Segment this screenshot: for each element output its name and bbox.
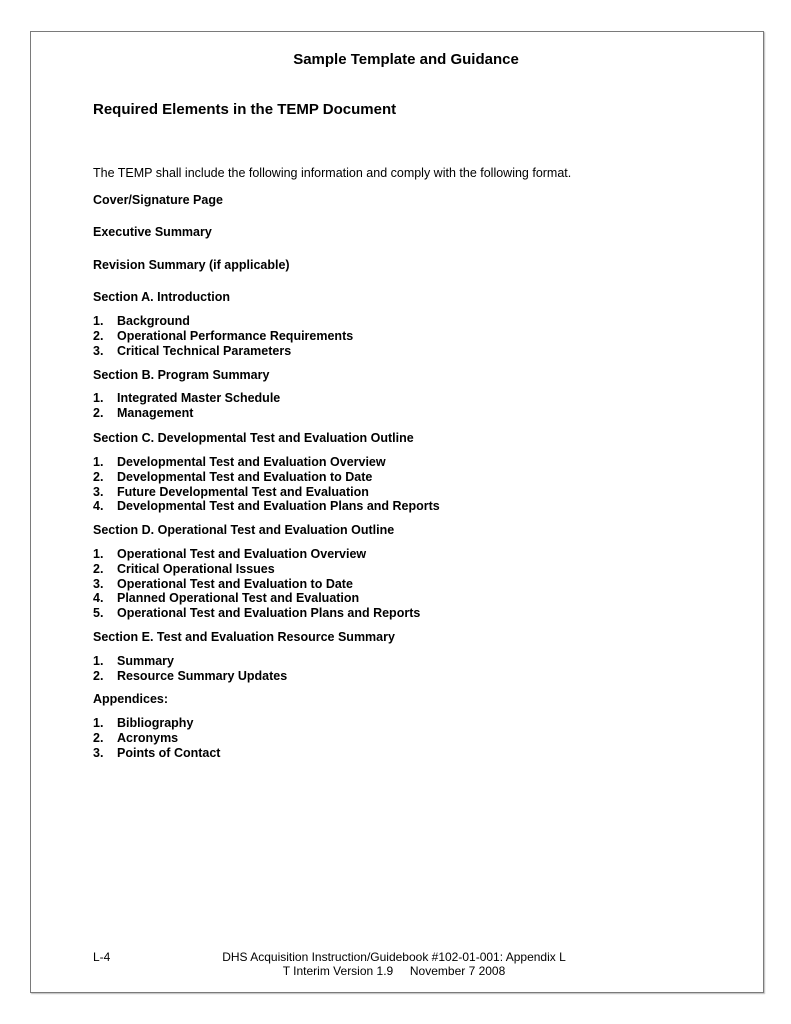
section-heading: Appendices: bbox=[93, 692, 169, 706]
list-number: 5. bbox=[93, 606, 104, 620]
list-number: 1. bbox=[93, 314, 104, 328]
list-item-text: Future Developmental Test and Evaluation bbox=[117, 485, 369, 499]
list-number: 1. bbox=[93, 455, 104, 469]
list-item-text: Operational Test and Evaluation Overview bbox=[117, 547, 367, 561]
list-item-text: Acronyms bbox=[117, 731, 179, 745]
list-number: 2. bbox=[93, 669, 104, 683]
list-item bbox=[93, 605, 420, 621]
page-number: L-4 bbox=[93, 950, 111, 964]
list-number: 1. bbox=[93, 391, 104, 405]
list-item-text: Integrated Master Schedule bbox=[117, 391, 281, 405]
list-item-text: Critical Operational Issues bbox=[117, 562, 275, 576]
list-item bbox=[93, 668, 287, 684]
footer-line-1: DHS Acquisition Instruction/Guidebook #102-01-001: Appendix L bbox=[222, 950, 566, 964]
list-item bbox=[93, 653, 174, 669]
list-item bbox=[93, 343, 291, 359]
section-heading: Section D. Operational Test and Evaluation Outline bbox=[93, 523, 395, 537]
list-item bbox=[93, 715, 193, 731]
list-item-text: Summary bbox=[117, 654, 174, 668]
list-number: 2. bbox=[93, 470, 104, 484]
list-item-text: Planned Operational Test and Evaluation bbox=[117, 591, 360, 605]
list-number: 1. bbox=[93, 547, 104, 561]
list-number: 2. bbox=[93, 329, 104, 343]
revision-heading: Revision Summary (if applicable) bbox=[93, 258, 290, 272]
list-item bbox=[93, 328, 353, 344]
list-item-text: Operational Test and Evaluation Plans and Reports bbox=[117, 606, 421, 620]
list-number: 3. bbox=[93, 344, 104, 358]
list-number: 3. bbox=[93, 485, 104, 499]
list-item-text: Critical Technical Parameters bbox=[117, 344, 292, 358]
page-title: Sample Template and Guidance bbox=[293, 51, 519, 68]
list-number: 1. bbox=[93, 716, 104, 730]
section-heading: Section C. Developmental Test and Evaluation Outline bbox=[93, 431, 414, 445]
list-item-text: Resource Summary Updates bbox=[117, 669, 288, 683]
list-item-text: Bibliography bbox=[117, 716, 194, 730]
list-item bbox=[93, 390, 280, 406]
list-item bbox=[93, 405, 193, 421]
section-heading: Section B. Program Summary bbox=[93, 368, 270, 382]
list-item bbox=[93, 590, 359, 606]
intro-text: The TEMP shall include the following information and comply with the following format. bbox=[93, 166, 572, 180]
executive-heading: Executive Summary bbox=[93, 225, 212, 239]
list-number: 3. bbox=[93, 746, 104, 760]
list-item-text: Management bbox=[117, 406, 194, 420]
list-item bbox=[93, 498, 440, 514]
list-item-text: Developmental Test and Evaluation to Date bbox=[117, 470, 373, 484]
document-heading: Required Elements in the TEMP Document bbox=[93, 101, 397, 118]
list-item-text: Operational Performance Requirements bbox=[117, 329, 354, 343]
list-number: 4. bbox=[93, 499, 104, 513]
section-heading: Section A. Introduction bbox=[93, 290, 231, 304]
footer-line-2: T Interim Version 1.9 November 7 2008 bbox=[282, 964, 506, 978]
list-item-text: Background bbox=[117, 314, 190, 328]
list-item-text: Developmental Test and Evaluation Overview bbox=[117, 455, 386, 469]
list-item-text: Points of Contact bbox=[117, 746, 221, 760]
section-heading: Section E. Test and Evaluation Resource Summary bbox=[93, 630, 395, 644]
cover-heading: Cover/Signature Page bbox=[93, 193, 223, 207]
list-item-text: Operational Test and Evaluation to Date bbox=[117, 577, 353, 591]
list-item bbox=[93, 313, 190, 329]
list-item bbox=[93, 454, 386, 470]
list-number: 3. bbox=[93, 577, 104, 591]
list-item bbox=[93, 561, 275, 577]
list-item bbox=[93, 730, 178, 746]
list-number: 2. bbox=[93, 406, 104, 420]
list-number: 1. bbox=[93, 654, 104, 668]
list-item-text: Developmental Test and Evaluation Plans and Reports bbox=[117, 499, 440, 513]
list-item bbox=[93, 745, 220, 761]
list-item bbox=[93, 546, 366, 562]
list-number: 2. bbox=[93, 731, 104, 745]
list-item bbox=[93, 469, 372, 485]
list-number: 4. bbox=[93, 591, 104, 605]
list-number: 2. bbox=[93, 562, 104, 576]
